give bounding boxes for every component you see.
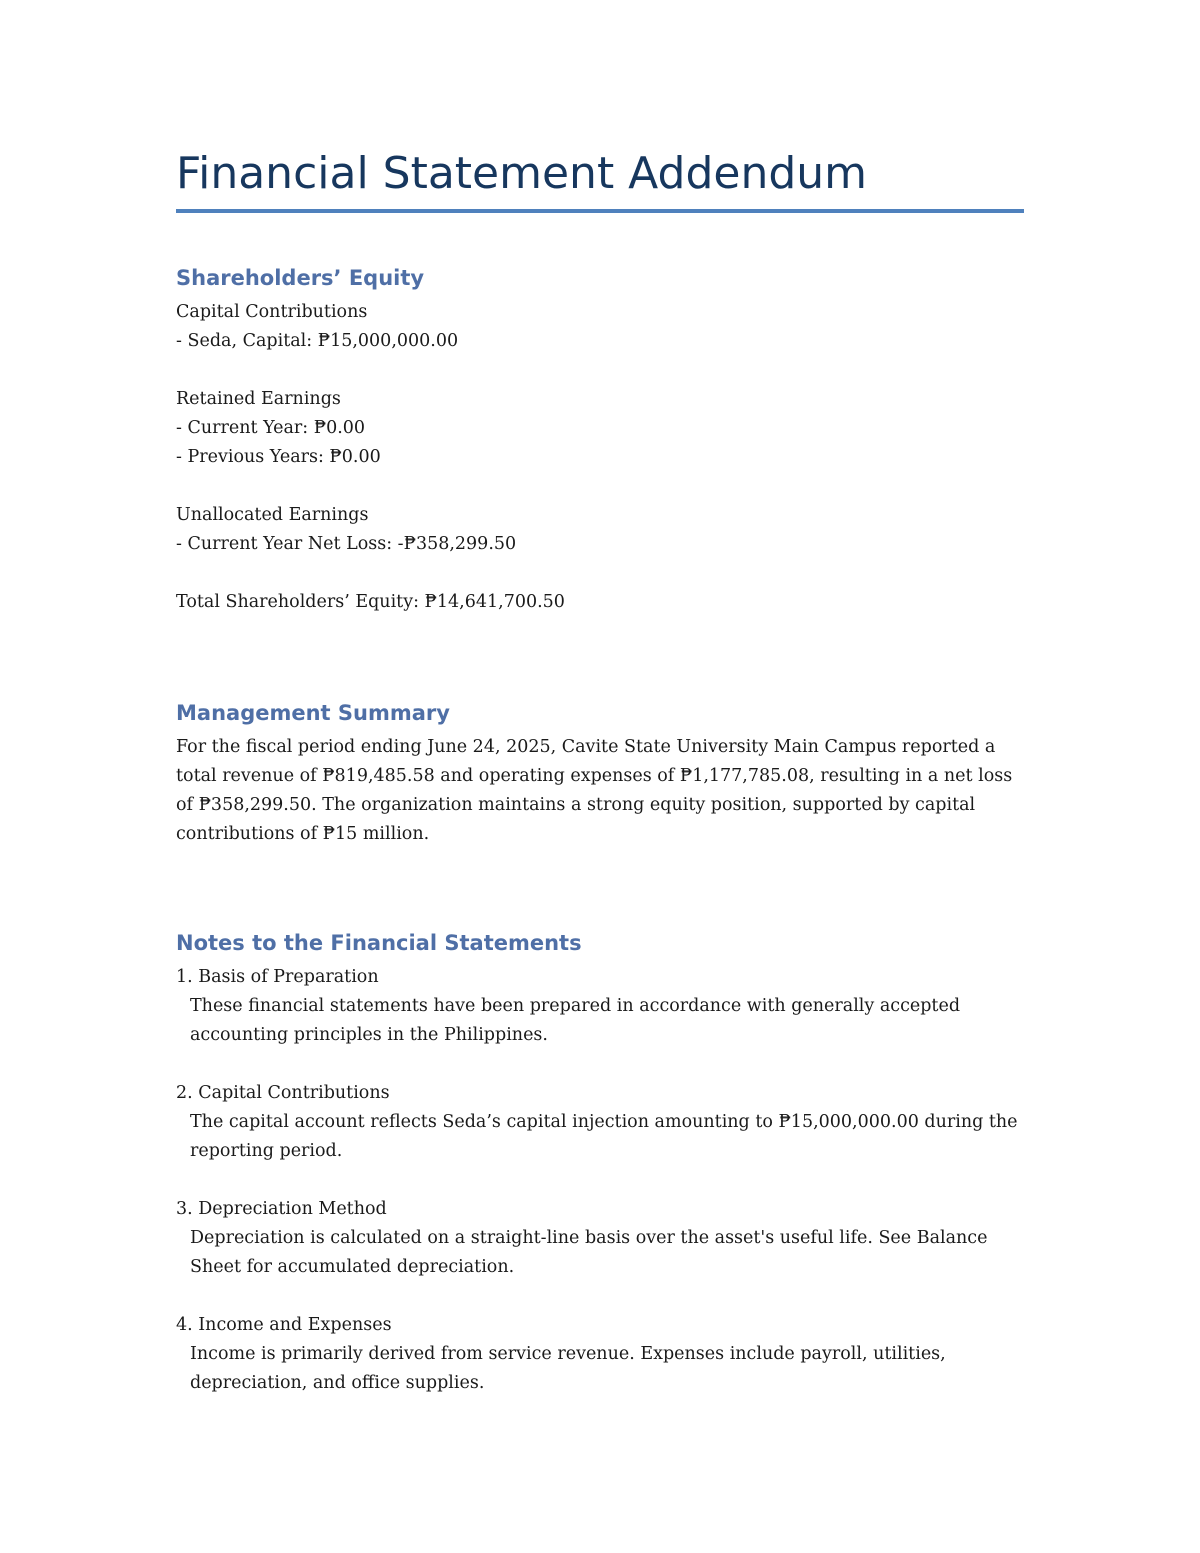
spacer	[176, 1166, 1024, 1195]
spacer	[176, 1050, 1024, 1079]
note-item	[176, 1195, 1024, 1282]
document-title: Financial Statement Addendum	[176, 148, 868, 199]
note-item	[176, 1079, 1024, 1166]
management-summary-body: For the fiscal period ending June 24, 2025, Cavite State University Main Campus reported a total revenue of ₱819,485.58 and operating expenses of ₱1,177,785.08, resulting in a net loss of ₱358,299.50. The organization maintains a strong equity position, supported by capital contributions of ₱15 million.	[176, 737, 1013, 844]
note-title: 1. Basis of Preparation	[176, 967, 379, 987]
capital-contribution-item: - Seda, Capital: ₱15,000,000.00	[176, 331, 459, 351]
note-item	[176, 963, 1024, 1050]
note-title: 4. Income and Expenses	[176, 1315, 392, 1335]
retained-earnings-label: Retained Earnings	[176, 389, 341, 409]
spacer	[176, 472, 1024, 501]
management-summary-heading: Management Summary	[176, 701, 450, 725]
notes-heading: Notes to the Financial Statements	[176, 931, 582, 955]
spacer	[176, 559, 1024, 588]
shareholders-equity-section	[176, 264, 1024, 617]
shareholders-equity-heading: Shareholders’ Equity	[176, 266, 425, 290]
note-body: The capital account reflects Seda’s capital injection amounting to ₱15,000,000.00 during the reporting period.	[190, 1112, 1018, 1161]
spacer	[176, 1282, 1024, 1311]
note-body: Income is primarily derived from service revenue. Expenses include payroll, utilities, depreciation, and office supplies.	[190, 1344, 946, 1393]
note-body: Depreciation is calculated on a straight-line basis over the asset's useful life. See Balance Sheet for accumulated depreciation.	[190, 1228, 988, 1277]
note-body: These financial statements have been prepared in accordance with generally accepted accounting principles in the Philippines.	[190, 996, 961, 1045]
notes-section	[176, 929, 1024, 1398]
management-summary-section	[176, 699, 1024, 849]
unallocated-earnings-net-loss: - Current Year Net Loss: -₱358,299.50	[176, 534, 517, 554]
capital-contributions-label: Capital Contributions	[176, 302, 368, 322]
note-item	[176, 1311, 1024, 1398]
spacer	[176, 356, 1024, 385]
note-title: 3. Depreciation Method	[176, 1199, 387, 1219]
unallocated-earnings-label: Unallocated Earnings	[176, 505, 369, 525]
total-shareholders-equity: Total Shareholders’ Equity: ₱14,641,700.50	[176, 592, 565, 612]
retained-earnings-current-year: - Current Year: ₱0.00	[176, 418, 366, 438]
title-underline	[176, 209, 1024, 213]
note-title: 2. Capital Contributions	[176, 1083, 390, 1103]
retained-earnings-previous-years: - Previous Years: ₱0.00	[176, 447, 381, 467]
